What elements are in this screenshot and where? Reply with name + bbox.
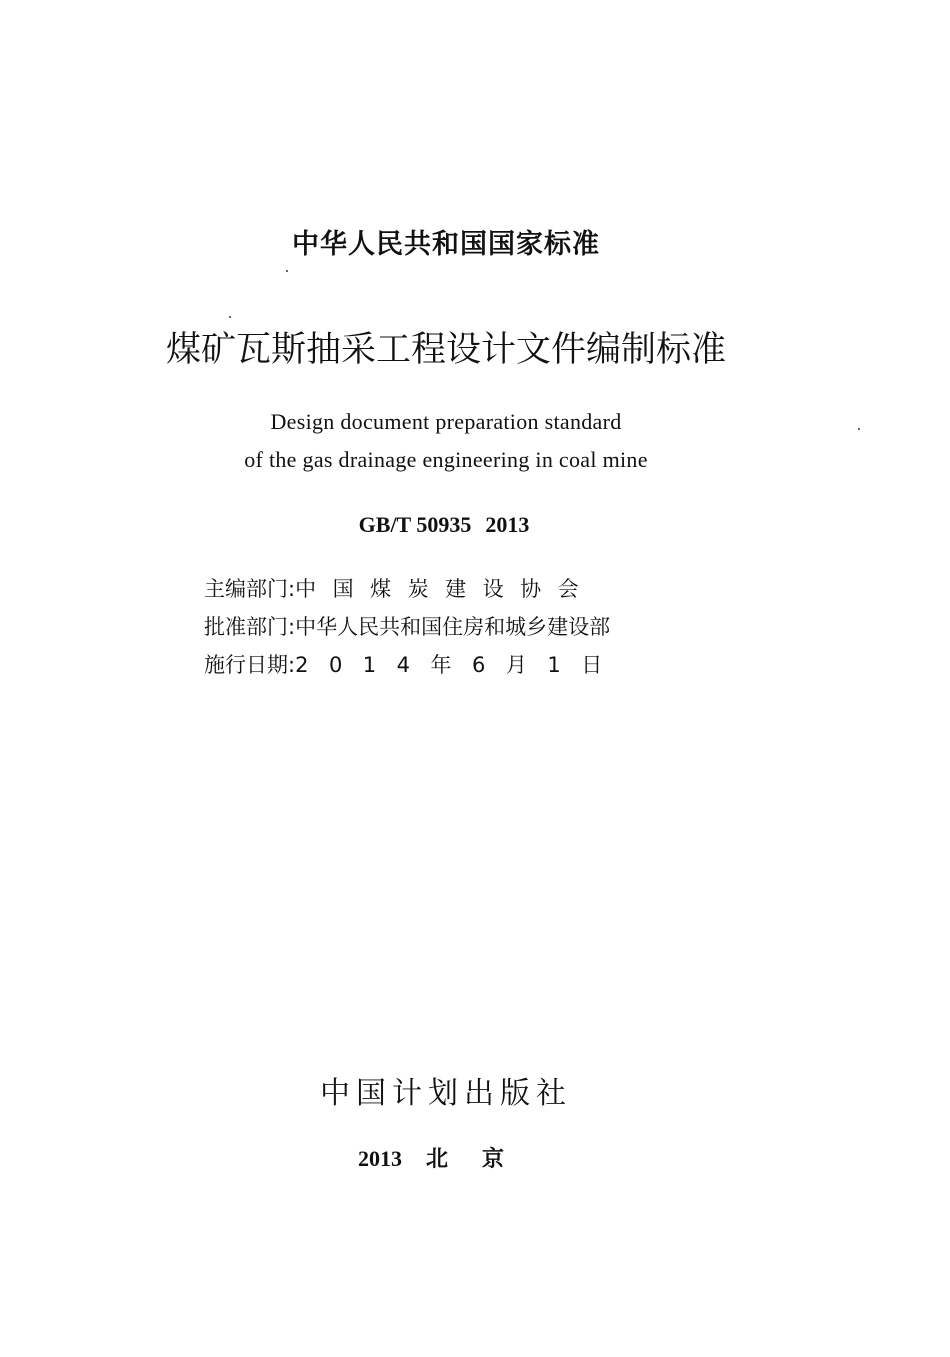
approver-row: [204, 612, 610, 642]
scan-speck: [229, 316, 231, 318]
english-title-line-1: Design document preparation standard: [270, 409, 622, 434]
standard-year: 2013: [485, 512, 530, 537]
document-title: 煤矿瓦斯抽采工程设计文件编制标准: [165, 330, 726, 370]
scan-speck: [286, 270, 288, 272]
editor-label: 主编部门:: [204, 577, 296, 601]
standard-number: [0, 512, 888, 538]
effective-date-value: 2014年6月1日: [295, 653, 623, 677]
editor-value: 中国煤炭建设协会: [295, 577, 596, 601]
scan-speck: [858, 428, 860, 430]
effective-date-row: [204, 650, 623, 680]
standard-code: GB/T 50935: [358, 512, 472, 537]
series-title: 中华人民共和国国家标准: [292, 229, 600, 260]
publication-year: 2013: [358, 1146, 402, 1171]
publisher-name: 中国计划出版社: [320, 1076, 572, 1111]
editor-row: [204, 574, 595, 604]
approver-value: 中华人民共和国住房和城乡建设部: [295, 615, 611, 639]
effective-date-label: 施行日期:: [204, 653, 296, 677]
english-title-line-2: of the gas drainage engineering in coal mine: [244, 447, 648, 472]
publication-city: 北京: [426, 1147, 539, 1172]
publication-place: [358, 1142, 538, 1173]
approver-label: 批准部门:: [204, 615, 296, 639]
